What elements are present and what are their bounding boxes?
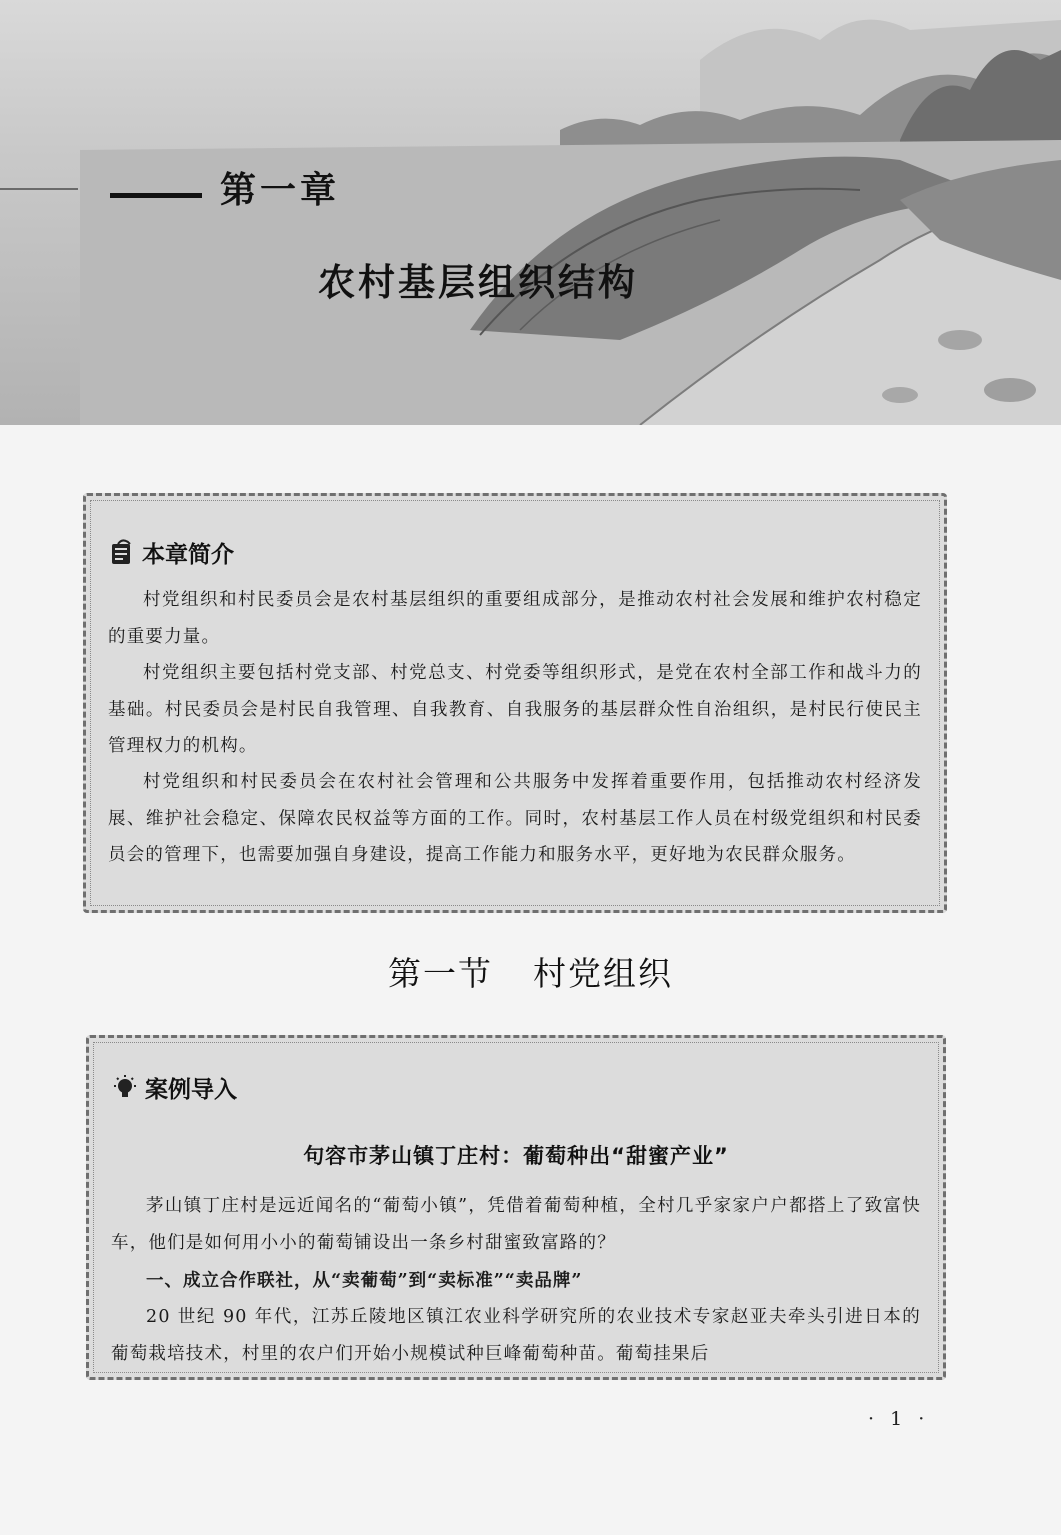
- page-number: · 1 ·: [868, 1408, 930, 1430]
- chapter-number: 第一章: [220, 170, 341, 211]
- notebook-icon: [108, 539, 136, 567]
- intro-heading: [108, 536, 234, 569]
- intro-paragraph-3: 村党组织和村民委员会在农村社会管理和公共服务中发挥着重要作用，包括推动农村经济发展、维护社会稳定、保障农民权益等方面的工作。同时，农村基层工作人员在村级党组织和村民委员会的管理下，也需要加强自身建设，提高工作能力和服务水平，更好地为农民群众服务。: [108, 772, 922, 865]
- case-paragraph-2: 20 世纪 90 年代，江苏丘陵地区镇江农业科学研究所的农业技术专家赵亚夫牵头引进日本的葡萄栽培技术，村里的农户们开始小规模试种巨峰葡萄种苗。葡萄挂果后: [111, 1307, 921, 1364]
- chapter-intro-box: [83, 493, 947, 913]
- field-path-illustration: [0, 0, 1061, 425]
- banner-edge-rule: [0, 188, 78, 190]
- section-name: 村党组织: [533, 954, 673, 993]
- case-paragraph-1: 茅山镇丁庄村是远近闻名的“葡萄小镇”，凭借着葡萄种植，全村几乎家家户户都搭上了致富快车，他们是如何用小小的葡萄铺设出一条乡村甜蜜致富路的？: [111, 1196, 921, 1253]
- case-subheading: 一、成立合作联社，从“卖葡萄”到“卖标准”“卖品牌”: [146, 1271, 583, 1291]
- case-heading-label: 案例导入: [145, 1077, 237, 1103]
- intro-heading-label: 本章简介: [142, 542, 234, 568]
- chapter-title: 农村基层组织结构: [318, 261, 638, 304]
- section-title: [0, 948, 1061, 995]
- lightbulb-icon: [111, 1074, 139, 1102]
- intro-paragraph-2: 村党组织主要包括村党支部、村党总支、村党委等组织形式，是党在农村全部工作和战斗力的基础。村民委员会是村民自我管理、自我教育、自我服务的基层群众性自治组织，是村民行使民主管理权力的机构。: [108, 663, 922, 756]
- intro-paragraph-1: 村党组织和村民委员会是农村基层组织的重要组成部分，是推动农村社会发展和维护农村稳定的重要力量。: [108, 590, 922, 647]
- section-number: 第一节: [388, 954, 493, 993]
- case-heading: [111, 1071, 237, 1104]
- chapter-dash: [110, 193, 202, 198]
- chapter-banner: [0, 0, 1061, 425]
- case-title: 句容市茅山镇丁庄村：葡萄种出“甜蜜产业”: [303, 1144, 729, 1168]
- case-intro-box: [86, 1035, 946, 1380]
